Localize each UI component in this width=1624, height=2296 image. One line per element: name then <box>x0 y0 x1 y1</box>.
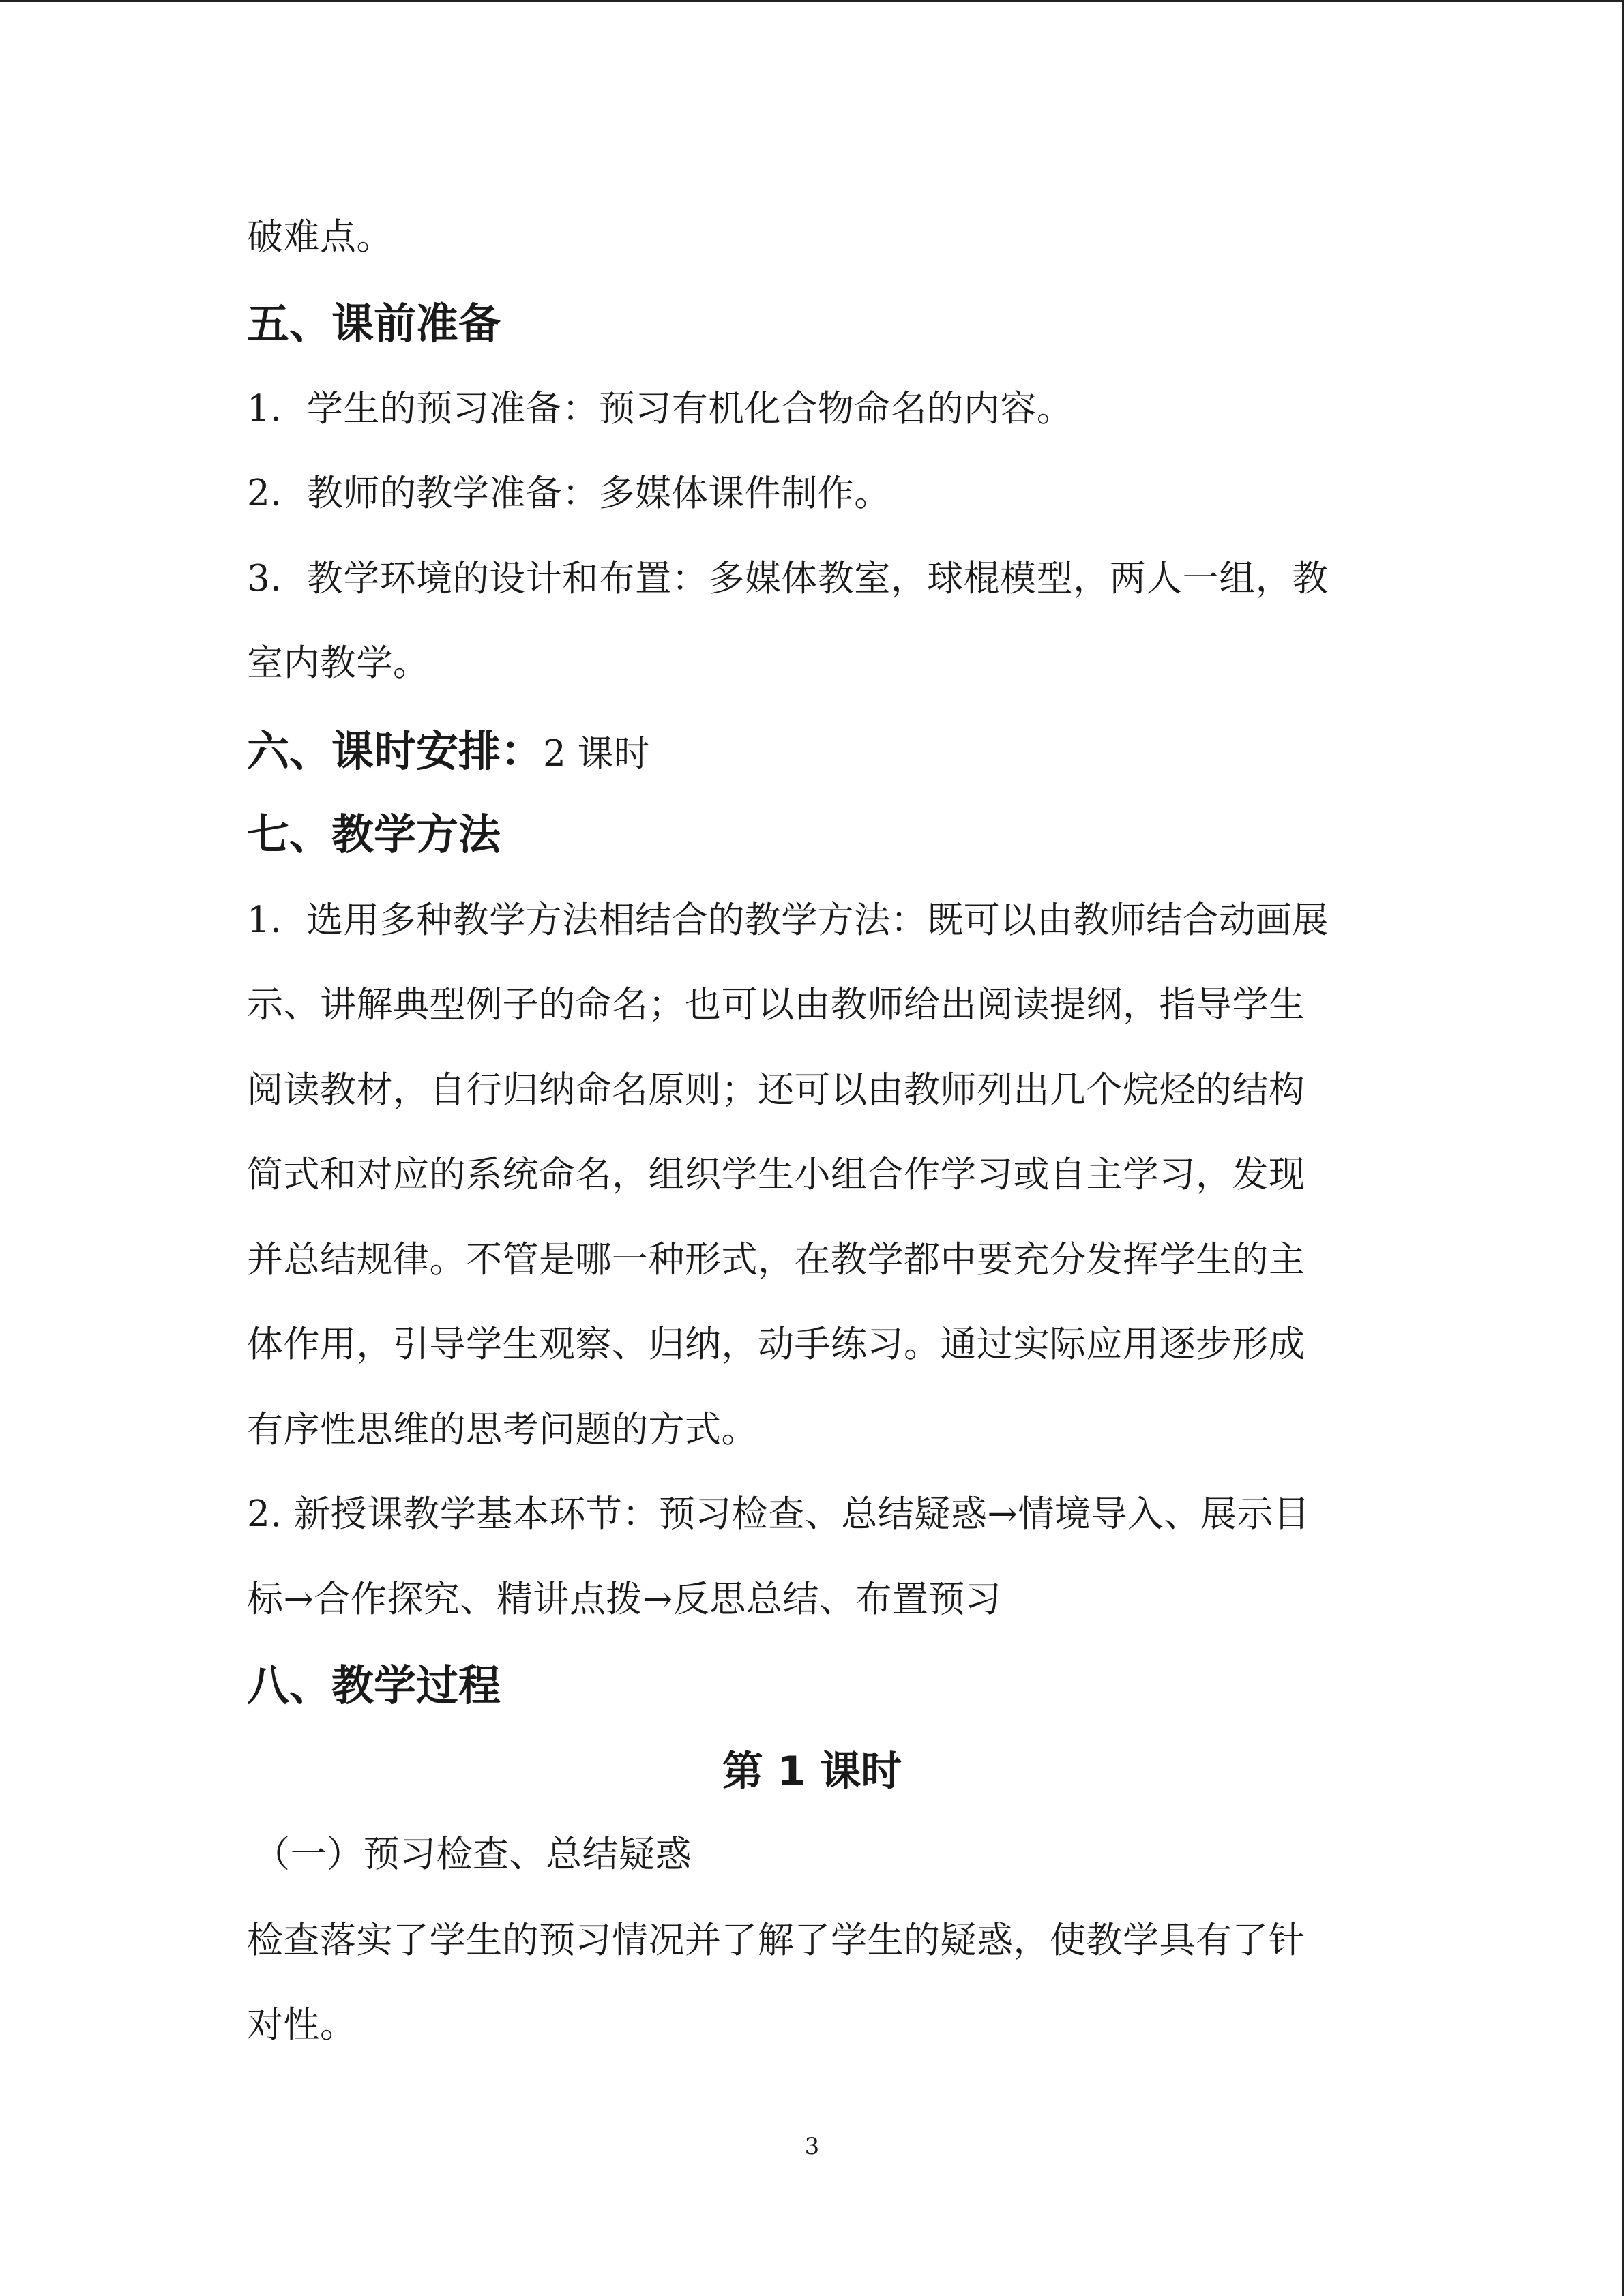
section-5-item-3-cont: 室内教学。 <box>247 642 430 684</box>
section-7-line-5: 并总结规律。不管是哪一种形式，在教学都中要充分发挥学生的主 <box>247 1239 1305 1281</box>
section-6-heading <box>247 726 650 779</box>
top-border-line <box>0 0 1624 2</box>
lesson-title: 第 1 课时 <box>722 1748 902 1795</box>
section-5-item-2: 2．教师的教学准备：多媒体课件制作。 <box>247 473 891 514</box>
section-8-line-2: 对性。 <box>247 2004 357 2046</box>
section-7-line-1: 1．选用多种教学方法相结合的教学方法：既可以由教师结合动画展 <box>247 899 1329 941</box>
section-7-heading: 七、教学方法 <box>247 809 501 859</box>
section-8-line-1: 检查落实了学生的预习情况并了解了学生的疑惑，使教学具有了针 <box>247 1920 1305 1961</box>
section-8-subheading: （一）预习检查、总结疑惑 <box>254 1834 692 1875</box>
section-5-item-3: 3．教学环境的设计和布置：多媒体教室，球棍模型，两人一组，教 <box>247 558 1329 599</box>
section-5-heading: 五、课前准备 <box>247 299 501 348</box>
section-7-line-3: 阅读教材，自行归纳命名原则；还可以由教师列出几个烷烃的结构 <box>247 1069 1305 1111</box>
section-8-heading: 八、教学过程 <box>247 1660 501 1710</box>
section-7-line-8: 2. 新授课教学基本环节：预习检查、总结疑惑→情境导入、展示目 <box>247 1493 1310 1535</box>
section-7-line-9: 标→合作探究、精讲点拨→反思总结、布置预习 <box>247 1579 1002 1620</box>
intro-tail-text: 破难点。 <box>247 216 393 258</box>
page-number: 3 <box>804 2133 820 2160</box>
section-7-line-4: 简式和对应的系统命名，组织学生小组合作学习或自主学习，发现 <box>247 1154 1305 1195</box>
section-6-heading-label: 六、课时安排： <box>247 726 544 776</box>
section-7-line-7: 有序性思维的思考问题的方式。 <box>247 1409 758 1450</box>
section-7-line-2: 示、讲解典型例子的命名；也可以由教师给出阅读提纲，指导学生 <box>247 984 1305 1026</box>
section-5-item-1: 1．学生的预习准备：预习有机化合物命名的内容。 <box>247 388 1074 430</box>
section-6-value: 2 课时 <box>543 733 650 775</box>
section-7-line-6: 体作用，引导学生观察、归纳，动手练习。通过实际应用逐步形成 <box>247 1324 1305 1365</box>
